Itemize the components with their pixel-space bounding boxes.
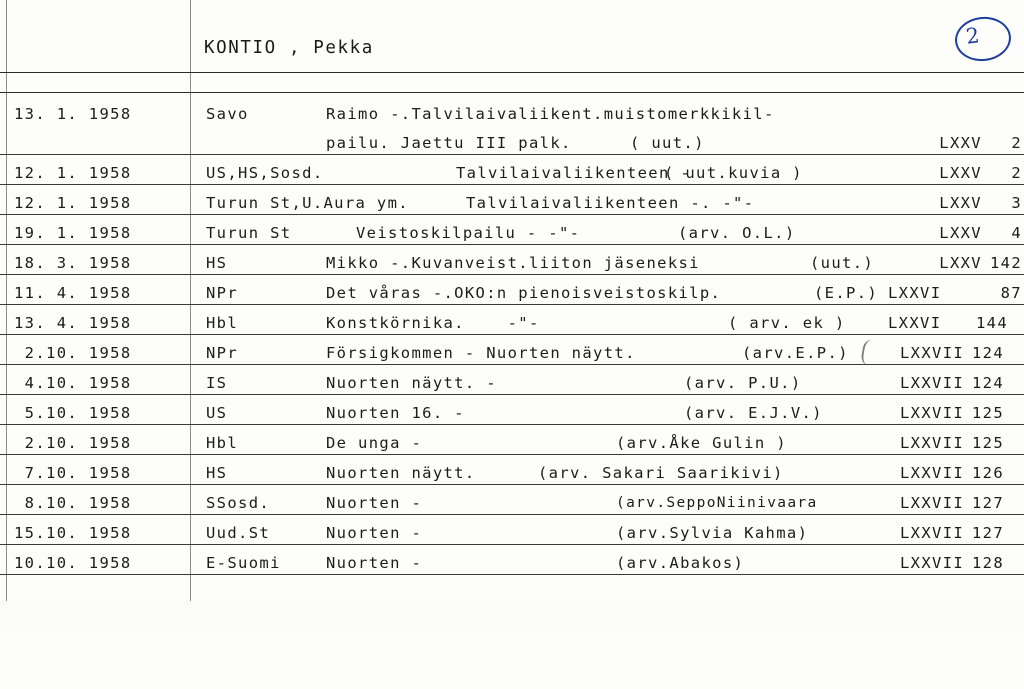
row-source: NPr	[206, 284, 239, 302]
row-page: 4	[1011, 224, 1022, 242]
row-description: Nuorten -	[326, 494, 423, 512]
table-row	[0, 425, 1024, 455]
row-description: Nuorten -	[326, 524, 423, 542]
row-source: US	[206, 404, 228, 422]
table-row	[0, 305, 1024, 335]
row-date: 12. 1. 1958	[14, 194, 132, 212]
row-page: 87	[1000, 284, 1022, 302]
row-volume: LXXVII	[900, 404, 965, 422]
row-note: ( uut.kuvia )	[664, 164, 803, 182]
row-date: 12. 1. 1958	[14, 164, 132, 182]
row-page: 2	[1011, 134, 1022, 152]
row-date: 13. 1. 1958	[14, 105, 132, 123]
table-row	[0, 215, 1024, 245]
row-note: (arv.Åke Gulin )	[616, 434, 787, 452]
row-source: Turun St	[206, 224, 292, 242]
header-rule-bottom	[0, 92, 1024, 93]
row-description: Försigkommen - Nuorten näytt.	[326, 344, 636, 362]
row-volume: LXXVI	[888, 314, 942, 332]
row-note: ( arv. ek )	[728, 314, 846, 332]
row-description: Veistoskilpailu - -"-	[356, 224, 581, 242]
row-date: 2.10. 1958	[14, 434, 132, 452]
row-volume: LXXVII	[900, 434, 965, 452]
table-row	[0, 545, 1024, 575]
row-description: Talvilaivaliikenteen -	[456, 164, 691, 182]
row-note: ( uut.)	[630, 134, 705, 152]
row-volume: LXXVI	[888, 284, 942, 302]
table-row	[0, 395, 1024, 425]
row-date: 4.10. 1958	[14, 374, 132, 392]
row-volume: LXXVII	[900, 554, 965, 572]
card-number: 2	[964, 23, 981, 49]
row-note: (arv. Sakari Saarikivi)	[538, 464, 784, 482]
card-number-circle	[953, 14, 1013, 64]
row-description: Det våras -.OKO:n pienoisveistoskilp.	[326, 284, 722, 302]
row-source: E-Suomi	[206, 554, 281, 572]
row-page: 2	[1011, 164, 1022, 182]
row-description-line2: pailu. Jaettu III palk.	[326, 134, 572, 152]
row-description: Nuorten -	[326, 554, 423, 572]
row-description: Konstkörnika. -"-	[326, 314, 540, 332]
row-description: Nuorten näytt.	[326, 464, 476, 482]
row-date: 7.10. 1958	[14, 464, 132, 482]
table-row	[0, 275, 1024, 305]
table-row	[0, 515, 1024, 545]
row-volume: LXXV	[939, 164, 982, 182]
row-date: 8.10. 1958	[14, 494, 132, 512]
row-note: (arv. O.L.)	[678, 224, 796, 242]
row-description: Raimo -.Talvilaivaliikent.muistomerkkikil-	[326, 105, 775, 123]
row-page: 3	[1011, 194, 1022, 212]
row-source: IS	[206, 374, 228, 392]
row-description: Talvilaivaliikenteen -. -"-	[466, 194, 755, 212]
table-row	[0, 155, 1024, 185]
row-note: (arv. P.U.)	[684, 374, 802, 392]
table-row	[0, 485, 1024, 515]
table-row	[0, 245, 1024, 275]
row-volume: LXXVII	[900, 524, 965, 542]
row-note: (arv.E.P.)	[742, 344, 849, 362]
row-source: NPr	[206, 344, 239, 362]
table-row	[0, 185, 1024, 215]
row-date: 18. 3. 1958	[14, 254, 132, 272]
row-note: (arv. E.J.V.)	[684, 404, 823, 422]
row-source: SSosd.	[206, 494, 271, 512]
row-date: 11. 4. 1958	[14, 284, 132, 302]
row-volume: LXXVII	[900, 374, 965, 392]
row-date: 2.10. 1958	[14, 344, 132, 362]
row-page: 128	[972, 554, 1005, 572]
card-header	[0, 0, 1024, 80]
row-page: 127	[972, 524, 1005, 542]
table-row	[0, 96, 1024, 155]
row-date: 10.10. 1958	[14, 554, 132, 572]
row-source: Uud.St	[206, 524, 271, 542]
row-date: 5.10. 1958	[14, 404, 132, 422]
row-description: Mikko -.Kuvanveist.liiton jäseneksi	[326, 254, 700, 272]
row-page: 142	[989, 254, 1022, 272]
row-page: 124	[972, 374, 1005, 392]
header-rule-top	[0, 72, 1024, 73]
row-page: 127	[972, 494, 1005, 512]
row-description: Nuorten näytt. -	[326, 374, 497, 392]
row-description: De unga -	[326, 434, 423, 452]
person-name: KONTIO , Pekka	[204, 38, 374, 58]
row-source: Hbl	[206, 314, 239, 332]
row-source: Hbl	[206, 434, 239, 452]
row-page: 125	[972, 434, 1005, 452]
row-volume: LXXV	[939, 134, 982, 152]
row-volume: LXXVII	[900, 464, 965, 482]
row-note: (uut.)	[810, 254, 875, 272]
row-volume: LXXV	[939, 224, 982, 242]
row-note: (arv.Abakos)	[616, 554, 745, 572]
row-date: 19. 1. 1958	[14, 224, 132, 242]
row-note: (arv.SeppoNiinivaara	[616, 495, 818, 511]
row-source: Turun St,U.Aura ym.	[206, 194, 409, 212]
row-note: (arv.Sylvia Kahma)	[616, 524, 809, 542]
clipping-table	[0, 96, 1024, 575]
row-source: Savo	[206, 105, 249, 123]
row-volume: LXXV	[939, 254, 982, 272]
row-source: US,HS,Sosd.	[206, 164, 324, 182]
row-source: HS	[206, 464, 228, 482]
table-row	[0, 365, 1024, 395]
row-page: 125	[972, 404, 1005, 422]
paper-bottom-edge	[0, 601, 1024, 632]
row-date: 15.10. 1958	[14, 524, 132, 542]
row-page: 124	[972, 344, 1005, 362]
row-page: 126	[972, 464, 1005, 482]
row-note: (E.P.)	[814, 284, 879, 302]
row-date: 13. 4. 1958	[14, 314, 132, 332]
row-volume: LXXV	[939, 194, 982, 212]
row-page: 144	[976, 314, 1009, 332]
table-row	[0, 455, 1024, 485]
row-volume: LXXVII	[900, 494, 965, 512]
row-description: Nuorten 16. -	[326, 404, 465, 422]
row-source: HS	[206, 254, 228, 272]
row-volume: LXXVII	[900, 344, 965, 362]
